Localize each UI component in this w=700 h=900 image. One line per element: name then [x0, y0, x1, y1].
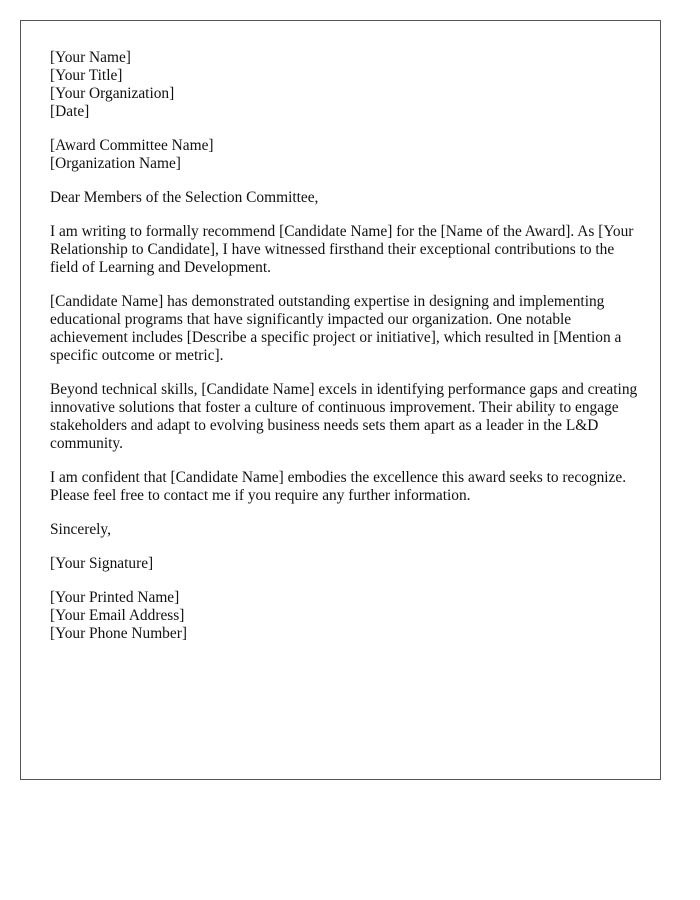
email-address: [Your Email Address] — [50, 607, 185, 624]
recipient-committee: [Award Committee Name] — [50, 137, 214, 154]
letter-body — [50, 49, 640, 659]
contact-block — [50, 589, 640, 643]
sender-name: [Your Name] — [50, 49, 131, 66]
letter-date: [Date] — [50, 103, 90, 120]
paragraph-skills: Beyond technical skills, [Candidate Name] excels in identifying performance gaps and creating innovative solutions that foster a culture of continuous improvement. Their ability to engage stakeholders and adapt to evolving business needs sets them apart as a leader in the L&D community. — [50, 381, 638, 452]
sender-block — [50, 49, 640, 121]
recipient-block — [50, 137, 640, 173]
paragraph-achievement: [Candidate Name] has demonstrated outstanding expertise in designing and implementing educational programs that have significantly impacted our organization. One notable achievement includes [Describe a specific project or initiative], which resulted in [Mention a specific outcome or metric]. — [50, 293, 622, 364]
closing: Sincerely, — [50, 521, 111, 538]
sender-organization: [Your Organization] — [50, 85, 175, 102]
recipient-organization: [Organization Name] — [50, 155, 181, 172]
phone-number: [Your Phone Number] — [50, 625, 187, 642]
signature: [Your Signature] — [50, 555, 154, 572]
printed-name: [Your Printed Name] — [50, 589, 180, 606]
paragraph-recommendation: I am writing to formally recommend [Candidate Name] for the [Name of the Award]. As [Your Relationship to Candidate], I have witnessed firsthand their exceptional contributions to the field of Learning and Development. — [50, 223, 634, 276]
sender-title: [Your Title] — [50, 67, 123, 84]
letter-page — [20, 20, 661, 780]
salutation: Dear Members of the Selection Committee, — [50, 189, 319, 206]
paragraph-conclusion: I am confident that [Candidate Name] embodies the excellence this award seeks to recognize. Please feel free to contact me if you require any further information. — [50, 469, 627, 504]
